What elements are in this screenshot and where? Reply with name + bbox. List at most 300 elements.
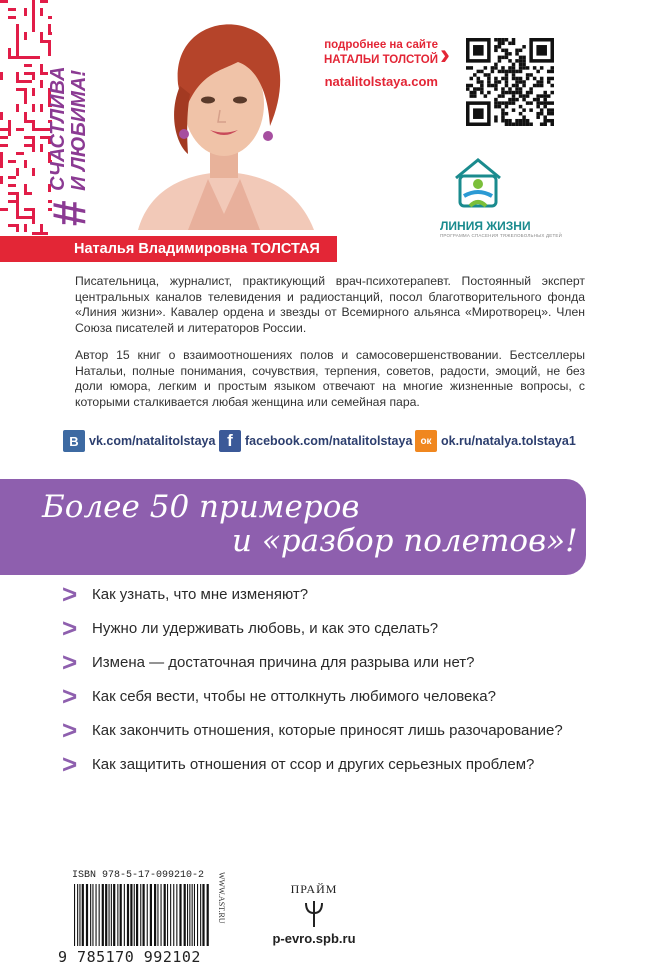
pattern-cell [32, 120, 35, 128]
qr-module [466, 87, 470, 91]
qr-module [491, 70, 495, 74]
barcode-bar [99, 884, 100, 946]
qr-module [494, 45, 498, 49]
qr-module [529, 108, 533, 112]
qr-module [491, 66, 495, 70]
qr-module [519, 94, 523, 98]
qr-module [491, 84, 495, 88]
barcode-bar [194, 884, 195, 946]
question-text: Как себя вести, чтобы не оттолкнуть любимого человека? [92, 687, 496, 705]
author-name-bar [0, 236, 337, 262]
qr-module [522, 84, 526, 88]
qr-module [512, 84, 516, 88]
qr-module [512, 98, 516, 102]
qr-module [550, 101, 554, 105]
pattern-cell [24, 56, 32, 59]
barcode-bar [184, 884, 186, 946]
qr-module [512, 108, 516, 112]
barcode-icon [72, 884, 212, 946]
qr-module [515, 91, 519, 95]
pattern-cell [24, 160, 27, 168]
pattern-cell [8, 200, 16, 203]
qr-module [533, 77, 537, 81]
qr-module [508, 66, 512, 70]
chevron-right-icon: > [62, 647, 78, 677]
qr-module [543, 115, 547, 119]
barcode-bar [147, 884, 148, 946]
banner-line1: Более 50 примеров [42, 489, 360, 525]
pattern-cell [0, 208, 8, 211]
pattern-cell [16, 56, 24, 59]
qr-module [526, 119, 530, 123]
pattern-cell [16, 152, 24, 155]
qr-module [477, 87, 481, 91]
qr-module [501, 91, 505, 95]
pattern-cell [48, 40, 51, 48]
qr-module [536, 84, 540, 88]
list-item [62, 645, 647, 679]
list-item [62, 713, 647, 747]
qr-module [494, 101, 498, 105]
qr-module [466, 84, 470, 88]
qr-module [519, 49, 523, 53]
qr-module [529, 91, 533, 95]
qr-module [494, 77, 498, 81]
pattern-cell [24, 32, 27, 40]
chevron-right-icon: > [62, 749, 78, 779]
pattern-cell [32, 24, 35, 32]
pattern-cell [24, 216, 32, 219]
publisher-name: ПРАЙМ [290, 882, 338, 896]
qr-module [505, 52, 509, 56]
vk-icon: В [63, 430, 85, 452]
pattern-cell [8, 128, 11, 136]
pattern-cell [40, 64, 43, 72]
qr-module [487, 84, 491, 88]
qr-module [550, 84, 554, 88]
pattern-cell [8, 8, 16, 11]
qr-module [533, 98, 537, 102]
pattern-cell [8, 192, 16, 195]
qr-module [536, 115, 540, 119]
social-link-ok[interactable] [415, 430, 576, 452]
qr-module [543, 105, 547, 109]
barcode-bar [179, 884, 181, 946]
pattern-cell [40, 40, 48, 43]
barcode-bar [200, 884, 201, 946]
barcode-bar [170, 884, 171, 946]
promo-banner [0, 479, 586, 575]
pattern-cell [40, 144, 43, 152]
pattern-cell [40, 232, 48, 235]
qr-module [466, 66, 470, 70]
qr-module [470, 77, 474, 81]
qr-module [470, 66, 474, 70]
barcode-bar [202, 884, 204, 946]
qr-module [519, 59, 523, 63]
qr-module [515, 59, 519, 63]
author-bio [75, 274, 585, 410]
barcode-bar [82, 884, 84, 946]
qr-module [543, 94, 547, 98]
qr-module [547, 112, 551, 116]
cover-tag [45, 66, 93, 226]
qr-module [498, 94, 502, 98]
site-line2: НАТАЛЬИ ТОЛСТОЙ [323, 54, 438, 66]
pattern-cell [16, 40, 19, 48]
qr-module [508, 122, 512, 126]
qr-module [508, 70, 512, 74]
pattern-cell [8, 48, 11, 56]
qr-module [508, 98, 512, 102]
qr-module [501, 101, 505, 105]
qr-module [540, 108, 544, 112]
qr-module [519, 70, 523, 74]
barcode-bar [134, 884, 135, 946]
barcode-bar [167, 884, 168, 946]
pattern-cell [32, 128, 40, 131]
barcode-bar [111, 884, 112, 946]
qr-module [536, 105, 540, 109]
barcode-bar [154, 884, 156, 946]
social-link-facebook[interactable] [219, 430, 412, 452]
qr-module [550, 112, 554, 116]
charity-subtitle: ПРОГРАММА СПАСЕНИЯ ТЯЖЕЛОБОЛЬНЫХ ДЕТЕЙ [440, 233, 563, 238]
qr-module [494, 98, 498, 102]
qr-module [470, 84, 474, 88]
qr-module [515, 119, 519, 123]
pattern-cell [32, 72, 35, 80]
barcode-bar [86, 884, 88, 946]
social-link-label: ok.ru/natalya.tolstaya1 [441, 434, 576, 448]
pattern-cell [8, 16, 16, 19]
qr-module [540, 66, 544, 70]
barcode-digits: 9 785170 992102 [58, 948, 201, 966]
cover-tag-line1: СЧАСТЛИВА [47, 66, 70, 191]
qr-module [522, 45, 526, 49]
qr-module [501, 87, 505, 91]
qr-module [512, 70, 516, 74]
barcode-bar [124, 884, 125, 946]
qr-module [477, 80, 481, 84]
pattern-cell [16, 192, 19, 200]
pattern-cell [32, 232, 40, 235]
pattern-cell [32, 136, 35, 144]
barcode-bar [77, 884, 78, 946]
barcode-bar [207, 884, 209, 946]
qr-module [515, 122, 519, 126]
qr-module [519, 80, 523, 84]
qr-module [477, 77, 481, 81]
qr-module [505, 70, 509, 74]
pattern-cell [16, 48, 19, 56]
qr-module [501, 112, 505, 116]
pattern-cell [48, 48, 51, 56]
qr-module [512, 91, 516, 95]
qr-module [508, 59, 512, 63]
qr-module [505, 84, 509, 88]
qr-module [508, 91, 512, 95]
qr-module [536, 70, 540, 74]
qr-module [550, 91, 554, 95]
odnoklassniki-icon: ок [415, 430, 437, 452]
qr-module [498, 105, 502, 109]
qr-module [515, 98, 519, 102]
qr-module [547, 77, 551, 81]
qr-module [526, 94, 530, 98]
qr-module [501, 77, 505, 81]
qr-module [547, 94, 551, 98]
qr-module [519, 66, 523, 70]
hashtag-icon: # [43, 200, 95, 226]
pattern-cell [16, 208, 19, 216]
bio-paragraph-2: Автор 15 книг о взаимоотношениях полов и самосовершенствовании. Бестселлеры Натальи, полные понимания, сочувствия, терпения, советов, радости, эмоций, не без доли юмора, легким и простым языком отвечают на многие жизненные вопросы, с которыми сталкивается любая женщина или семейная пара. [75, 348, 585, 409]
qr-module [508, 52, 512, 56]
pattern-cell [24, 8, 27, 16]
qr-module [498, 45, 502, 49]
pattern-cell [32, 168, 35, 176]
qr-module [473, 108, 484, 119]
qr-module [529, 122, 533, 126]
pattern-cell [16, 168, 19, 176]
pattern-cell [24, 64, 32, 67]
qr-module [526, 77, 530, 81]
barcode-bar [105, 884, 107, 946]
qr-module [508, 119, 512, 123]
pattern-cell [8, 56, 16, 59]
qr-module [522, 80, 526, 84]
pattern-cell [0, 128, 8, 131]
qr-module [519, 56, 523, 60]
qr-module [522, 122, 526, 126]
qr-module [494, 84, 498, 88]
qr-module [536, 45, 547, 56]
barcode-bar [161, 884, 162, 946]
list-item [62, 577, 647, 611]
pattern-cell [16, 72, 19, 80]
pattern-cell [24, 120, 32, 123]
chevron-right-icon: › [440, 38, 450, 71]
qr-module [522, 98, 526, 102]
qr-module [473, 87, 477, 91]
qr-module [494, 63, 498, 67]
pattern-cell [40, 104, 43, 112]
pattern-cell [24, 184, 27, 192]
qr-module [505, 38, 509, 42]
pattern-cell [8, 224, 16, 227]
barcode-block [58, 866, 228, 966]
qr-module [484, 66, 488, 70]
barcode-bar [120, 884, 122, 946]
qr-module [512, 63, 516, 67]
pattern-cell [32, 144, 35, 152]
barcode-bar [109, 884, 110, 946]
qr-module [526, 101, 530, 105]
pattern-cell [24, 224, 27, 232]
barcode-bar [127, 884, 129, 946]
qr-module [498, 56, 502, 60]
pattern-cell [16, 200, 19, 208]
qr-module [515, 77, 519, 81]
qr-module [473, 94, 477, 98]
pattern-cell [16, 88, 24, 91]
qr-module [484, 94, 488, 98]
pattern-cell [40, 80, 43, 88]
barcode-bar [189, 884, 190, 946]
pattern-cell [16, 104, 19, 112]
pattern-cell [8, 120, 11, 128]
qr-module [536, 112, 540, 116]
qr-module [498, 42, 502, 46]
qr-module [547, 70, 551, 74]
social-link-label: facebook.com/natalitolstaya [245, 434, 413, 448]
qr-module [501, 115, 505, 119]
qr-module [484, 73, 488, 77]
qr-module [515, 49, 519, 53]
chevron-right-icon: > [62, 681, 78, 711]
pattern-cell [48, 24, 51, 32]
pattern-cell [16, 128, 24, 131]
site-line1: подробнее на сайте [324, 39, 438, 51]
qr-module [505, 122, 509, 126]
qr-module [501, 119, 505, 123]
qr-module [512, 77, 516, 81]
chevron-right-icon: > [62, 579, 78, 609]
pattern-cell [48, 32, 52, 35]
qr-module [512, 122, 516, 126]
list-item [62, 679, 647, 713]
pattern-cell [24, 80, 32, 83]
qr-module [550, 66, 554, 70]
qr-module [494, 49, 498, 53]
qr-module [543, 98, 547, 102]
qr-module [512, 94, 516, 98]
pattern-cell [24, 144, 32, 147]
qr-module [470, 91, 474, 95]
qr-module [512, 66, 516, 70]
qr-module [487, 80, 491, 84]
qr-module [547, 80, 551, 84]
qr-code[interactable] [466, 38, 554, 126]
qr-module [512, 73, 516, 77]
qr-module [543, 91, 547, 95]
qr-module [498, 38, 502, 42]
qr-module [522, 66, 526, 70]
barcode-bar [79, 884, 80, 946]
qr-module [480, 87, 484, 91]
pattern-cell [16, 224, 19, 232]
qr-module [505, 119, 509, 123]
barcode-bar [197, 884, 198, 946]
barcode-bar [117, 884, 118, 946]
pattern-cell [0, 144, 8, 147]
qr-module [540, 84, 544, 88]
qr-module [501, 49, 505, 53]
barcode-bar [130, 884, 132, 946]
qr-module [540, 101, 544, 105]
qr-module [550, 108, 554, 112]
qr-module [494, 119, 498, 123]
qr-module [526, 66, 530, 70]
qr-module [505, 105, 509, 109]
question-text: Как защитить отношения от ссор и других серьезных проблем? [92, 755, 535, 773]
publisher-url-link[interactable]: p-evro.spb.ru [272, 931, 356, 946]
site-url-link[interactable]: natalitolstaya.com [324, 74, 438, 89]
qr-module [505, 56, 509, 60]
banner-line2: и «разбор полетов»! [232, 523, 578, 559]
qr-module [494, 80, 498, 84]
qr-module [543, 122, 547, 126]
qr-module [498, 101, 502, 105]
pattern-cell [32, 0, 35, 8]
qr-module [529, 87, 533, 91]
social-link-label: vk.com/natalitolstaya [89, 434, 216, 448]
pattern-cell [16, 80, 24, 83]
pattern-cell [16, 24, 19, 32]
pattern-cell [32, 16, 35, 24]
qr-module [487, 91, 491, 95]
qr-module [494, 115, 498, 119]
question-list [62, 577, 647, 781]
qr-module [540, 112, 544, 116]
pattern-cell [40, 0, 48, 3]
qr-module [536, 80, 540, 84]
qr-module [477, 70, 481, 74]
barcode-bar [136, 884, 138, 946]
qr-module [543, 119, 547, 123]
qr-module [515, 87, 519, 91]
pattern-cell [16, 216, 24, 219]
barcode-bar [187, 884, 188, 946]
question-text: Измена — достаточная причина для разрыва или нет? [92, 653, 475, 671]
qr-module [505, 77, 509, 81]
barcode-bar [157, 884, 158, 946]
list-item [62, 747, 647, 781]
qr-module [494, 66, 498, 70]
qr-module [494, 38, 498, 42]
qr-module [540, 122, 544, 126]
qr-module [519, 122, 523, 126]
barcode-bar [90, 884, 91, 946]
social-link-vk[interactable] [63, 430, 215, 452]
publisher-logo-icon [302, 899, 326, 929]
bio-paragraph-1: Писательница, журналист, практикующий врач-психотерапевт. Постоянный эксперт центральных каналов телевидения и радиостанций, посол благотворительного фонда «Линия жизни». Кавалер ордена и звезды от Всемирного альянса «Миротворец». Член Союза писателей и литераторов России. [75, 274, 585, 335]
barcode-bar [176, 884, 177, 946]
qr-module [473, 73, 477, 77]
pattern-cell [0, 176, 3, 184]
qr-module [501, 70, 505, 74]
qr-module [480, 91, 484, 95]
pattern-cell [0, 0, 8, 3]
qr-module [519, 63, 523, 67]
qr-module [505, 49, 509, 53]
qr-module [529, 73, 533, 77]
qr-module [536, 94, 540, 98]
barcode-bar [92, 884, 93, 946]
qr-module [508, 87, 512, 91]
barcode-bar [192, 884, 193, 946]
qr-module [550, 119, 554, 123]
qr-module [505, 112, 509, 116]
isbn-text: ISBN 978-5-17-099210-2 [72, 870, 205, 881]
barcode-bar [164, 884, 166, 946]
qr-module [512, 38, 516, 42]
pattern-cell [24, 96, 27, 104]
author-name: Наталья Владимировна ТОЛСТАЯ [74, 241, 320, 257]
imprint-url: WWW.AST.RU [217, 872, 226, 924]
qr-module [501, 108, 505, 112]
qr-module [519, 112, 523, 116]
